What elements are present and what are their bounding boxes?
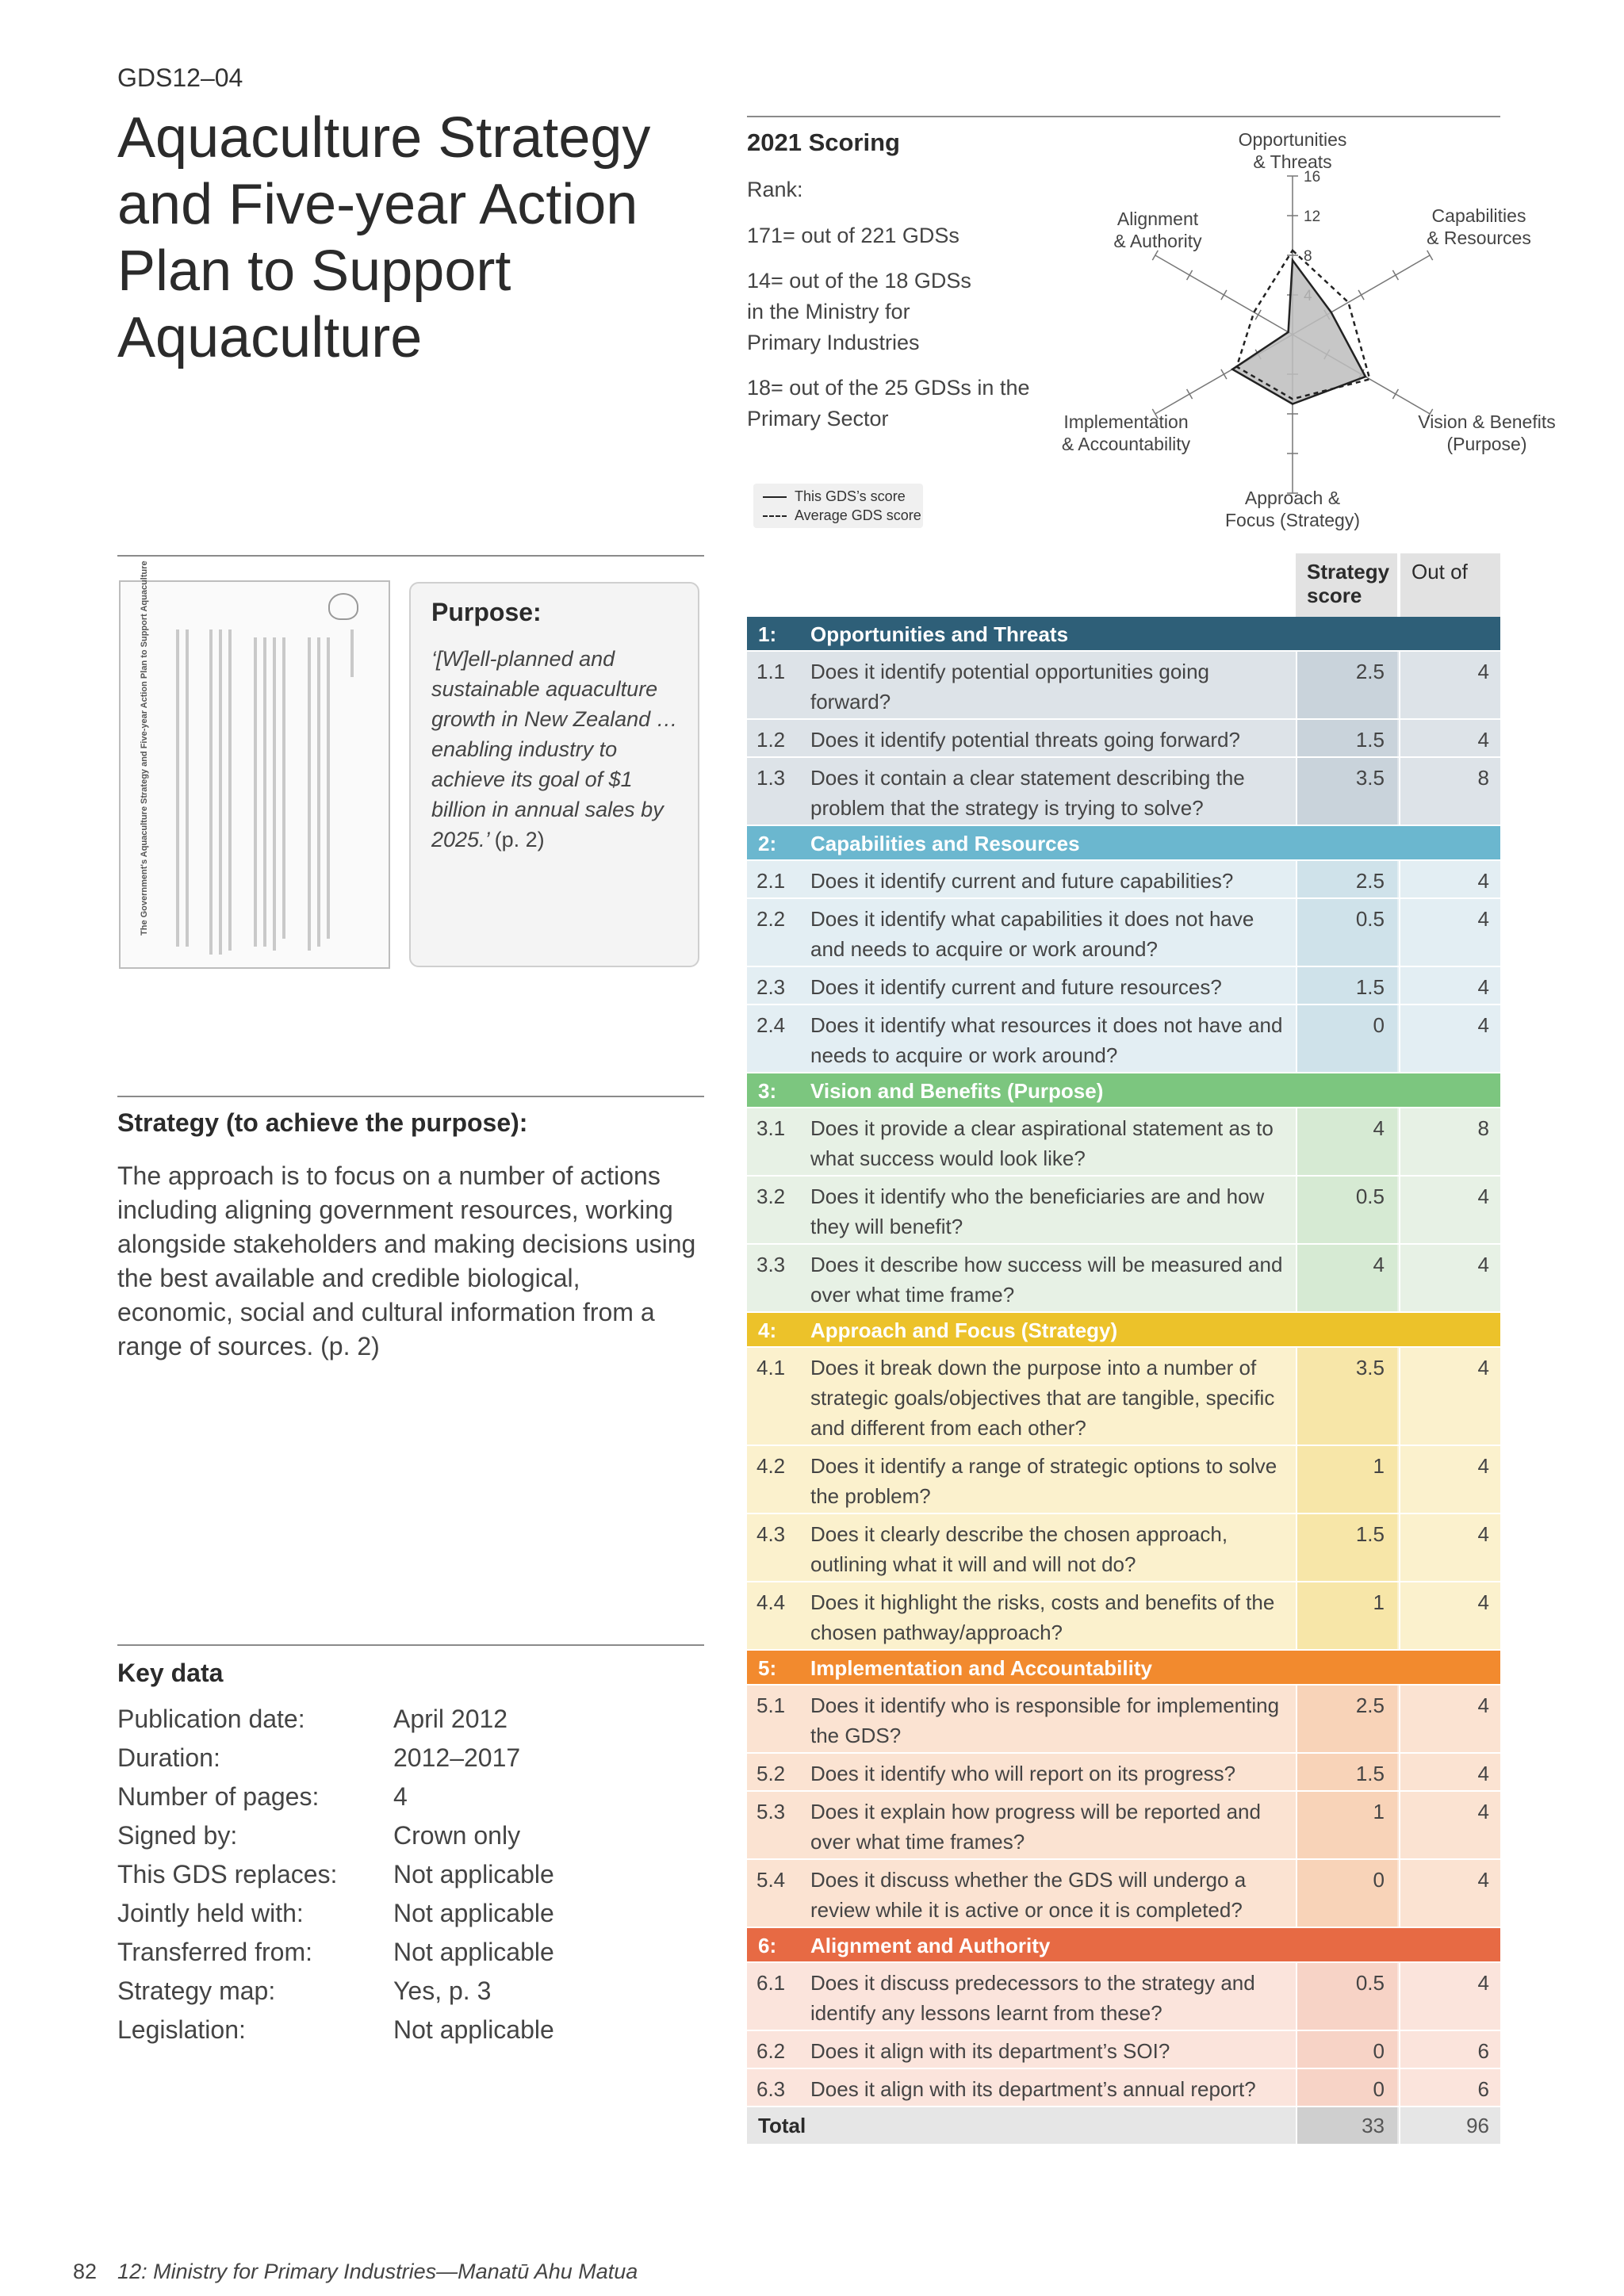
question-id: 1.3 — [756, 766, 786, 790]
key-data-value: Not applicable — [393, 1938, 554, 1966]
strategy-score: 2.5 — [1296, 861, 1397, 897]
question-id: 6.1 — [756, 1971, 786, 1995]
key-data-row — [117, 1938, 554, 1967]
radar-tick-mark — [1392, 389, 1398, 399]
divider — [747, 116, 1500, 117]
strategy-score: 1.5 — [1296, 720, 1397, 756]
key-data-heading: Key data — [117, 1659, 224, 1687]
radar-tick-mark — [1221, 369, 1227, 379]
key-data-label: Duration: — [117, 1743, 220, 1772]
question-id: 4.2 — [756, 1454, 786, 1478]
strategy-score: 1 — [1296, 1582, 1397, 1649]
page-number: 82 — [73, 2260, 98, 2283]
table-row — [747, 1108, 1500, 1177]
radar-tick-mark — [1187, 389, 1193, 399]
key-data-value: Not applicable — [393, 2015, 554, 2044]
out-of-score: 6 — [1399, 2031, 1500, 2068]
out-of-score: 8 — [1399, 1108, 1500, 1175]
divider — [117, 555, 704, 557]
key-data-label: Number of pages: — [117, 1782, 320, 1811]
out-of-score: 6 — [1399, 2069, 1500, 2106]
radar-tick-mark — [1358, 290, 1364, 300]
table-row — [747, 1860, 1500, 1928]
question-text: Does it provide a clear aspirational statement as to what success would look like? — [810, 1116, 1274, 1170]
question-text: Does it identify current and future resources? — [810, 975, 1222, 999]
strategy-score: 2.5 — [1296, 652, 1397, 718]
out-of-score: 4 — [1399, 1860, 1500, 1927]
legend-item-average — [763, 507, 921, 524]
table-row — [747, 720, 1500, 758]
key-data-label: Publication date: — [117, 1705, 305, 1733]
purpose-quote — [431, 644, 687, 855]
radar-tick-mark — [1392, 270, 1398, 280]
table-row — [747, 861, 1500, 899]
key-data-row — [117, 1782, 408, 1812]
table-row — [747, 1754, 1500, 1792]
legend-label: This GDS’s score — [795, 488, 906, 504]
table-section-header — [747, 617, 1500, 652]
radar-axis-label: Vision & Benefits (Purpose) — [1418, 411, 1556, 454]
out-of-score: 4 — [1399, 1686, 1500, 1752]
key-data-value: 4 — [393, 1782, 408, 1811]
purpose-quote-ref: (p. 2) — [494, 828, 545, 851]
out-of-score: 4 — [1399, 1963, 1500, 2030]
question-id: 5.1 — [756, 1693, 786, 1717]
question-id: 3.1 — [756, 1116, 786, 1140]
question-id: 1.1 — [756, 660, 786, 683]
total-label: Total — [758, 2114, 806, 2137]
question-text: Does it discuss predecessors to the strategy and identify any lessons learnt from these? — [810, 1971, 1255, 2025]
radar-series-this-gds — [1232, 260, 1365, 404]
key-data-label: Jointly held with: — [117, 1899, 304, 1927]
section-title: 12: Ministry for Primary Industries—Manatū Ahu Matua — [117, 2260, 638, 2283]
section-title: Capabilities and Resources — [810, 832, 1080, 855]
radar-axis-label: Approach & Focus (Strategy) — [1225, 488, 1360, 530]
table-section-header — [747, 826, 1500, 861]
question-id: 2.2 — [756, 907, 786, 931]
question-text: Does it identify what resources it does not have and needs to acquire or work around? — [810, 1013, 1283, 1067]
out-of-score: 4 — [1399, 1348, 1500, 1445]
question-id: 2.1 — [756, 869, 786, 893]
radar-chart — [1061, 119, 1602, 547]
question-text: Does it explain how progress will be reported and over what time frames? — [810, 1800, 1261, 1854]
strategy-score: 0 — [1296, 2031, 1397, 2068]
strategy-score: 4 — [1296, 1108, 1397, 1175]
section-title: Alignment and Authority — [810, 1934, 1051, 1957]
page-title: Aquaculture Strategy and Five-year Action Plan to Support Aquaculture — [117, 106, 651, 369]
question-id: 6.3 — [756, 2077, 786, 2101]
out-of-score: 4 — [1399, 1446, 1500, 1513]
key-data-value: Not applicable — [393, 1899, 554, 1927]
question-id: 2.4 — [756, 1013, 786, 1037]
radar-axis-label: Capabilities & Resources — [1427, 205, 1531, 248]
out-of-score: 4 — [1399, 1514, 1500, 1581]
out-of-score: 4 — [1399, 1005, 1500, 1072]
rank-label: Rank: — [747, 178, 803, 201]
table-total-row — [747, 2107, 1500, 2144]
strategy-score: 0 — [1296, 1860, 1397, 1927]
strategy-score: 2.5 — [1296, 1686, 1397, 1752]
radar-axis-label: Alignment & Authority — [1113, 209, 1202, 251]
out-of-score: 4 — [1399, 1177, 1500, 1243]
out-of-score: 4 — [1399, 899, 1500, 966]
radar-tick-label: 12 — [1304, 209, 1321, 225]
radar-tick-mark — [1187, 270, 1193, 280]
table-row — [747, 1582, 1500, 1651]
question-text: Does it identify what capabilities it does not have and needs to acquire or work around? — [810, 907, 1254, 961]
key-data-label: Transferred from: — [117, 1938, 312, 1966]
purpose-heading: Purpose: — [431, 598, 542, 626]
divider — [117, 1096, 704, 1097]
question-text: Does it identify current and future capabilities? — [810, 869, 1234, 893]
table-header — [747, 553, 1500, 617]
out-of-score: 8 — [1399, 758, 1500, 825]
section-title: Implementation and Accountability — [810, 1656, 1152, 1680]
divider — [117, 1644, 704, 1646]
key-data-label: Signed by: — [117, 1821, 238, 1850]
key-data-value: 2012–2017 — [393, 1743, 521, 1772]
strategy-text: The approach is to focus on a number of actions including aligning government resources, working alongside stakeholders and making decisions using the best available and credible biological, economic, social and cultural information from a range of sources. (p. 2) — [117, 1161, 696, 1360]
total-out-of: 96 — [1399, 2107, 1500, 2144]
question-text: Does it contain a clear statement describing the problem that the strategy is trying to solve? — [810, 766, 1245, 820]
question-id: 4.4 — [756, 1590, 786, 1614]
question-id: 3.3 — [756, 1253, 786, 1276]
strategy-score: 4 — [1296, 1245, 1397, 1311]
radar-tick-mark — [1221, 290, 1227, 300]
table-row — [747, 1446, 1500, 1514]
question-id: 5.4 — [756, 1868, 786, 1892]
question-text: Does it identify who is responsible for implementing the GDS? — [810, 1693, 1280, 1747]
section-number: 3: — [758, 1079, 777, 1103]
question-id: 4.1 — [756, 1356, 786, 1380]
key-data-value: Crown only — [393, 1821, 521, 1850]
question-text: Does it identify potential opportunities going forward? — [810, 660, 1209, 714]
header-out-of: Out of — [1399, 553, 1500, 617]
section-number: 5: — [758, 1656, 777, 1680]
table-row — [747, 2069, 1500, 2107]
question-text: Does it identify who will report on its progress? — [810, 1762, 1236, 1785]
section-number: 6: — [758, 1934, 777, 1957]
strategy-score: 0.5 — [1296, 899, 1397, 966]
question-text: Does it align with its department’s SOI? — [810, 2039, 1170, 2063]
section-title: Opportunities and Threats — [810, 622, 1069, 646]
question-id: 5.3 — [756, 1800, 786, 1823]
radar-tick-label: 8 — [1304, 248, 1312, 265]
strategy-score: 3.5 — [1296, 1348, 1397, 1445]
out-of-score: 4 — [1399, 720, 1500, 756]
strategy-score: 1.5 — [1296, 967, 1397, 1004]
strategy-score: 1.5 — [1296, 1514, 1397, 1581]
strategy-score: 1 — [1296, 1446, 1397, 1513]
key-data-row — [117, 1705, 508, 1734]
strategy-score: 0.5 — [1296, 1963, 1397, 2030]
table-row — [747, 1792, 1500, 1860]
table-row — [747, 1686, 1500, 1754]
table-row — [747, 1348, 1500, 1446]
table-section-header — [747, 1313, 1500, 1348]
table-row — [747, 2031, 1500, 2069]
out-of-score: 4 — [1399, 1245, 1500, 1311]
out-of-score: 4 — [1399, 652, 1500, 718]
question-text: Does it identify who the beneficiaries are and how they will benefit? — [810, 1184, 1265, 1238]
radar-axis-label: Opportunities & Threats — [1238, 129, 1347, 172]
document-code: GDS12–04 — [117, 63, 243, 92]
table-section-header — [747, 1073, 1500, 1108]
legend-label: Average GDS score — [795, 507, 921, 523]
rank-ministry: 14= out of the 18 GDSs in the Ministry for Primary Industries — [747, 269, 971, 354]
question-id: 6.2 — [756, 2039, 786, 2063]
section-number: 4: — [758, 1318, 777, 1342]
table-section-header — [747, 1651, 1500, 1686]
chart-legend — [753, 484, 923, 528]
key-data-label: Legislation: — [117, 2015, 246, 2044]
radar-tick-mark — [1255, 310, 1261, 320]
key-data-value: Yes, p. 3 — [393, 1976, 492, 2005]
question-id: 5.2 — [756, 1762, 786, 1785]
question-text: Does it identify potential threats going forward? — [810, 728, 1240, 752]
strategy-score: 1.5 — [1296, 1754, 1397, 1790]
table-row — [747, 1514, 1500, 1582]
section-number: 1: — [758, 622, 777, 646]
table-row — [747, 1245, 1500, 1313]
question-text: Does it identify a range of strategic options to solve the problem? — [810, 1454, 1277, 1508]
question-text: Does it clearly describe the chosen approach, outlining what it will and will not do? — [810, 1522, 1228, 1576]
key-data-row — [117, 1821, 520, 1850]
strategy-score: 3.5 — [1296, 758, 1397, 825]
section-title: Vision and Benefits (Purpose) — [810, 1079, 1104, 1103]
out-of-score: 4 — [1399, 967, 1500, 1004]
question-text: Does it break down the purpose into a number of strategic goals/objectives that are tangible, specific and different from each other? — [810, 1356, 1275, 1440]
question-id: 1.2 — [756, 728, 786, 752]
question-id: 3.2 — [756, 1184, 786, 1208]
table-row — [747, 1963, 1500, 2031]
total-score: 33 — [1296, 2107, 1397, 2144]
page-footer — [73, 2260, 638, 2284]
out-of-score: 4 — [1399, 861, 1500, 897]
key-data-row — [117, 1743, 520, 1773]
section-number: 2: — [758, 832, 777, 855]
question-text: Does it discuss whether the GDS will undergo a review while it is active or once it is completed? — [810, 1868, 1247, 1922]
question-text: Does it describe how success will be measured and over what time frame? — [810, 1253, 1283, 1307]
section-title: Approach and Focus (Strategy) — [810, 1318, 1118, 1342]
table-row — [747, 1177, 1500, 1245]
radar-tick-label: 16 — [1304, 169, 1321, 186]
key-data-label: Strategy map: — [117, 1976, 276, 2005]
out-of-score: 4 — [1399, 1792, 1500, 1858]
key-data-value: Not applicable — [393, 1860, 554, 1888]
key-data-row — [117, 2015, 554, 2045]
strategy-score: 0 — [1296, 1005, 1397, 1072]
radar-axis-label: Implementation & Accountability — [1061, 411, 1191, 454]
key-data-row — [117, 1976, 491, 2006]
question-id: 4.3 — [756, 1522, 786, 1546]
strategy-score: 0 — [1296, 2069, 1397, 2106]
document-thumbnail — [119, 561, 390, 969]
purpose-quote-text: ‘[W]ell-planned and sustainable aquaculture growth in New Zealand … enabling industry to achieve its goal of $1 billion in annual sales by 2025.’ — [431, 647, 678, 851]
strategy-score: 0.5 — [1296, 1177, 1397, 1243]
scoring-title: 2021 Scoring — [747, 128, 900, 156]
rank-sector: 18= out of the 25 GDSs in the Primary Sector — [747, 376, 1030, 430]
score-table — [747, 553, 1500, 2144]
table-row — [747, 758, 1500, 826]
strategy-score: 1 — [1296, 1792, 1397, 1858]
key-data-value: April 2012 — [393, 1705, 508, 1733]
legend-item-this-gds — [763, 488, 906, 505]
table-row — [747, 1005, 1500, 1073]
table-row — [747, 652, 1500, 720]
table-row — [747, 967, 1500, 1005]
thumbnail-title: The Government's Aquaculture Strategy and Five-year Action Plan to Support Aquaculture — [140, 561, 149, 936]
key-data-row — [117, 1899, 554, 1928]
table-section-header — [747, 1928, 1500, 1963]
crest-icon — [328, 593, 358, 620]
strategy-heading: Strategy (to achieve the purpose): — [117, 1108, 528, 1137]
table-row — [747, 899, 1500, 967]
question-text: Does it highlight the risks, costs and benefits of the chosen pathway/approach? — [810, 1590, 1275, 1644]
out-of-score: 4 — [1399, 1582, 1500, 1649]
question-id: 2.3 — [756, 975, 786, 999]
key-data-label: This GDS replaces: — [117, 1860, 338, 1888]
question-text: Does it align with its department’s annual report? — [810, 2077, 1256, 2101]
header-strategy-score: Strategy score — [1296, 553, 1397, 617]
rank-overall: 171= out of 221 GDSs — [747, 224, 959, 247]
out-of-score: 4 — [1399, 1754, 1500, 1790]
radar-tick-mark — [1427, 251, 1433, 260]
radar-tick-mark — [1152, 251, 1158, 260]
key-data-row — [117, 1860, 554, 1889]
